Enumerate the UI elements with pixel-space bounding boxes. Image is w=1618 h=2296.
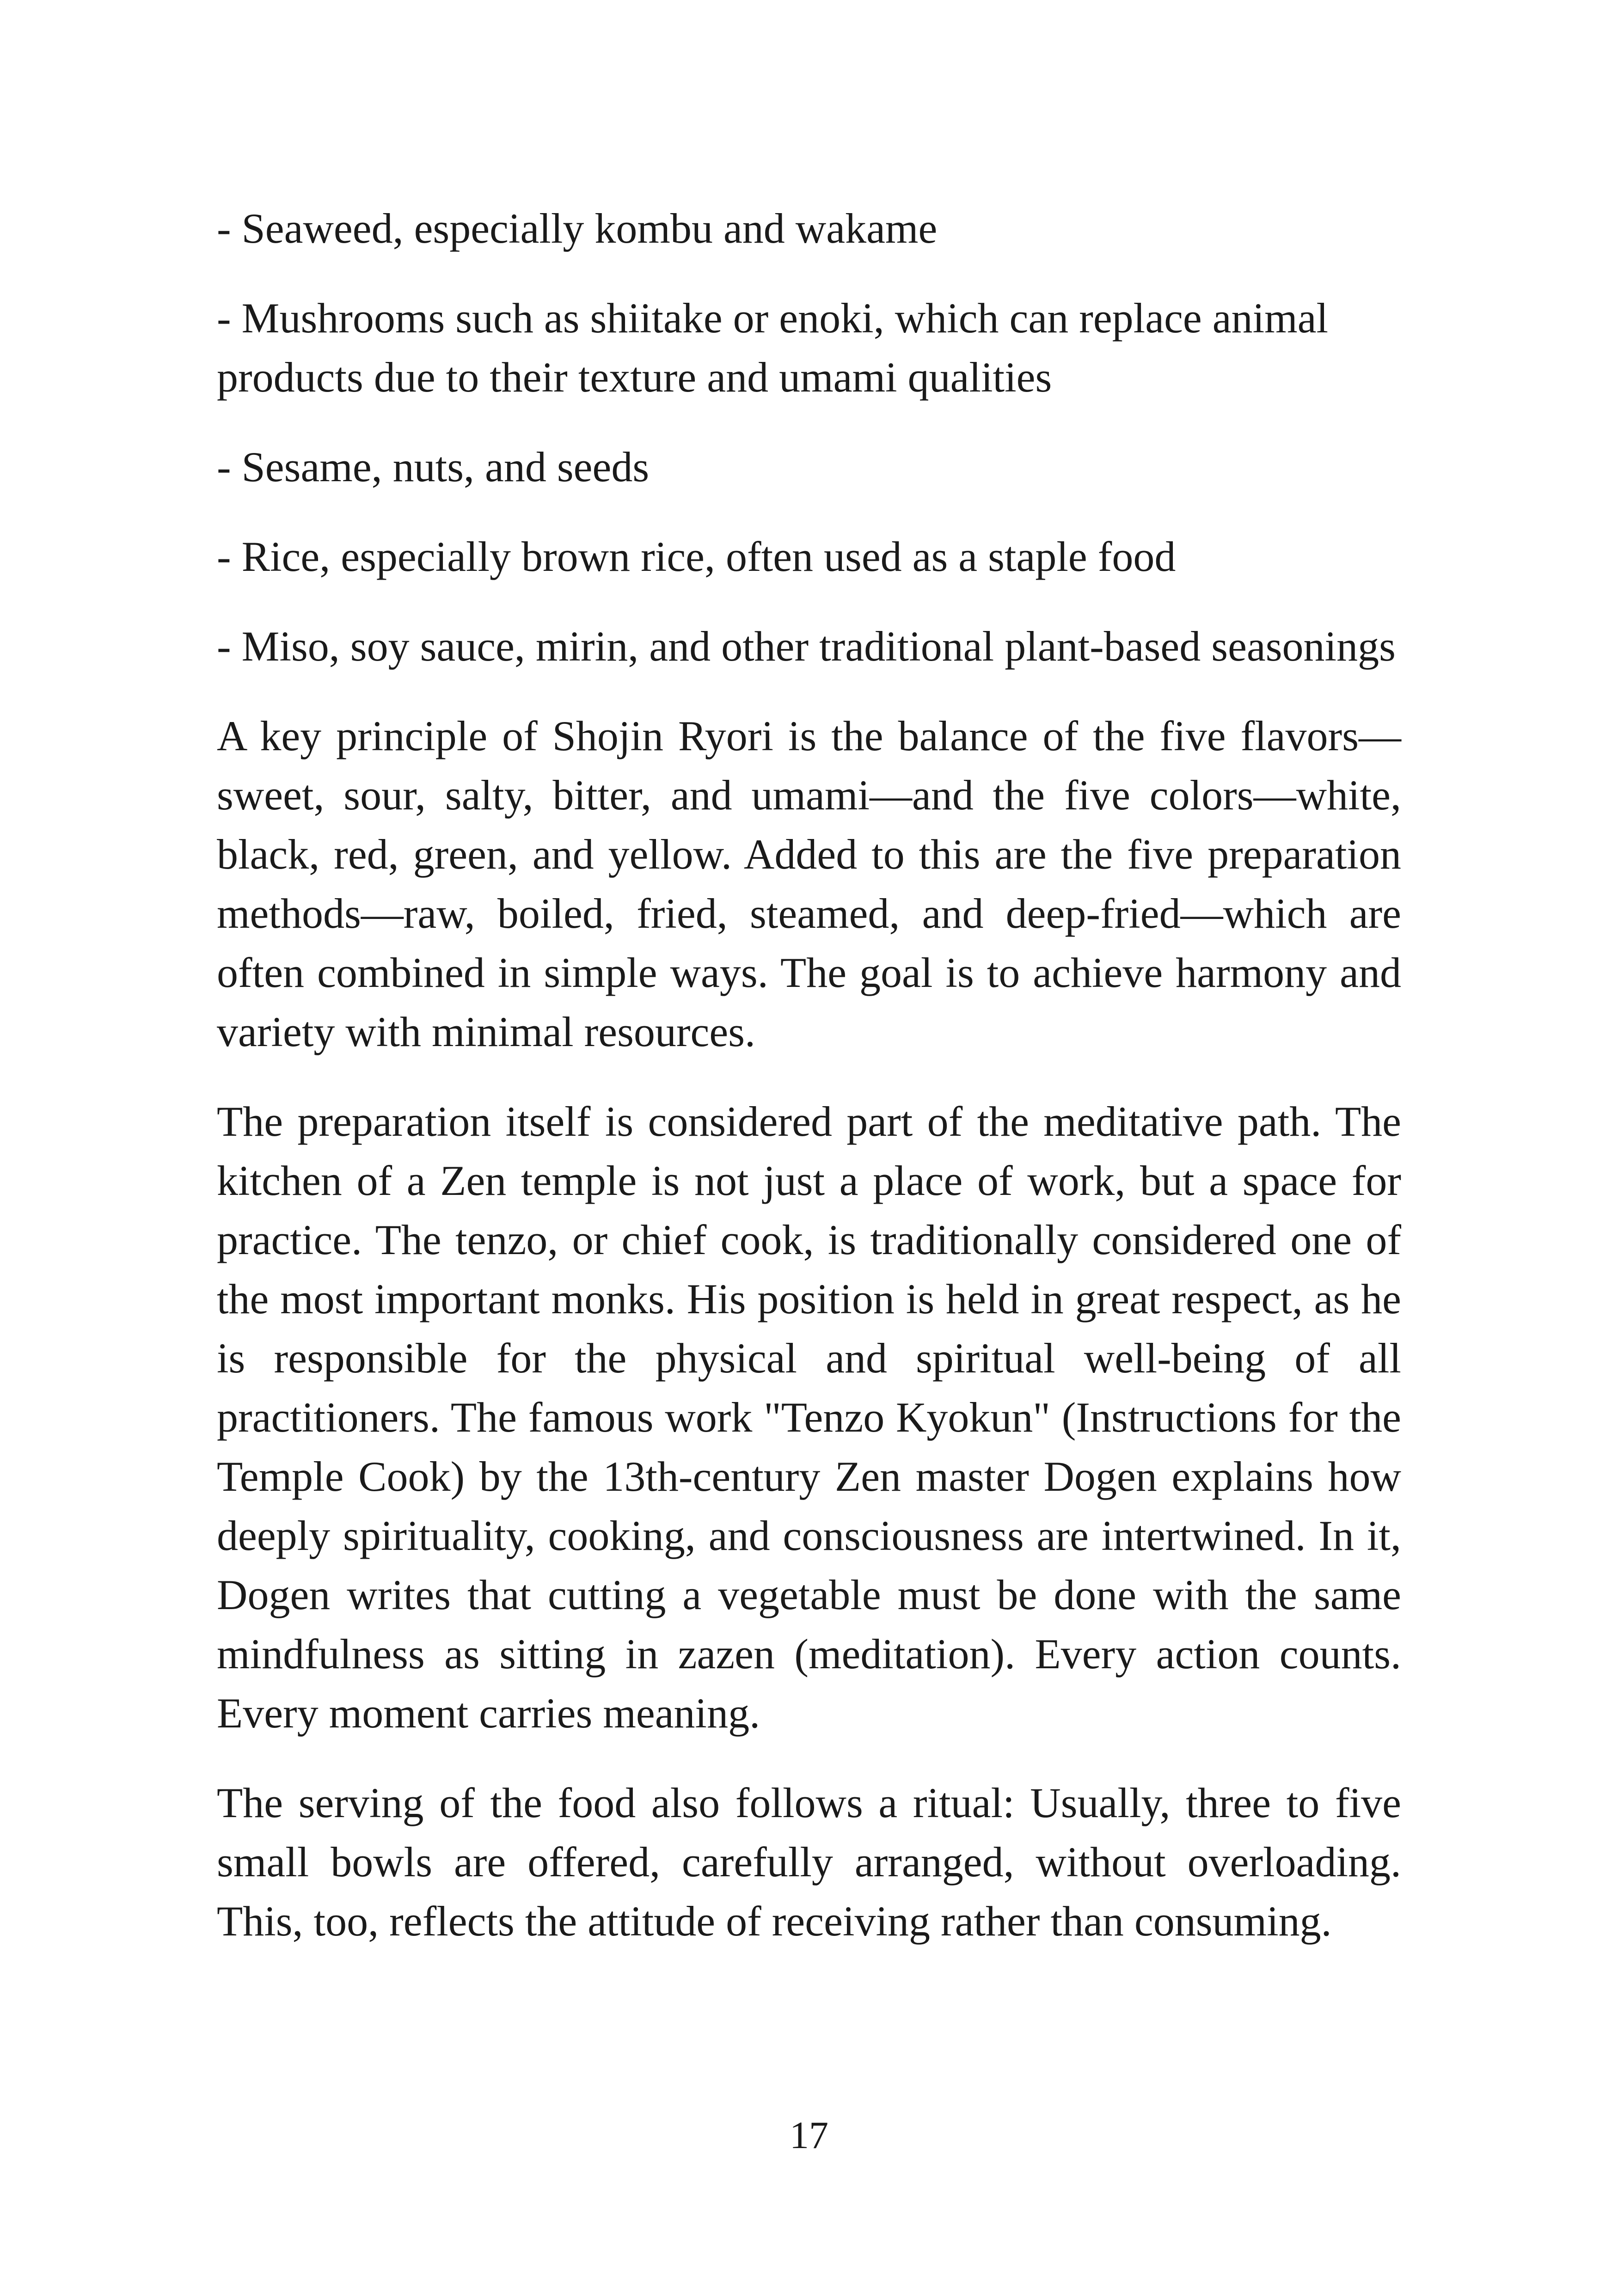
- list-item: - Rice, especially brown rice, often used as a staple food: [217, 533, 1176, 580]
- list-item: - Seaweed, especially kombu and wakame: [217, 205, 938, 252]
- page-number: 17: [790, 2114, 828, 2157]
- list-item: - Mushrooms such as shiitake or enoki, which can replace animal products due to their texture and umami qualities: [217, 294, 1329, 401]
- paragraph: A key principle of Shojin Ryori is the balance of the five flavors—sweet, sour, salty, bitter, and umami—and the five colors—white, black, red, green, and yellow. Added to this are the five preparation methods—raw, boiled, fried, steamed, and deep-fried—which are often combined in simple ways. The goal is to achieve harmony and variety with minimal resources.: [217, 712, 1401, 1055]
- page-body: [217, 199, 1401, 1981]
- paragraph: The preparation itself is considered part of the meditative path. The kitchen of a Zen temple is not just a place of work, but a space for practice. The tenzo, or chief cook, is traditionally considered one of the most important monks. His position is held in great respect, as he is responsible for the physical and spiritual well-being of all practitioners. The famous work "Tenzo Kyokun" (Instructions for the Temple Cook) by the 13th-century Zen master Dogen explains how deeply spirituality, cooking, and consciousness are intertwined. In it, Dogen writes that cutting a vegetable must be done with the same mindfulness as sitting in zazen (meditation). Every action counts. Every moment carries meaning.: [217, 1098, 1401, 1737]
- paragraph: The serving of the food also follows a ritual: Usually, three to five small bowls are offered, carefully arranged, without overloading. This, too, reflects the attitude of receiving rather than consuming.: [217, 1779, 1401, 1945]
- list-item: - Miso, soy sauce, mirin, and other traditional plant-based seasonings: [217, 623, 1396, 670]
- list-item: - Sesame, nuts, and seeds: [217, 443, 650, 490]
